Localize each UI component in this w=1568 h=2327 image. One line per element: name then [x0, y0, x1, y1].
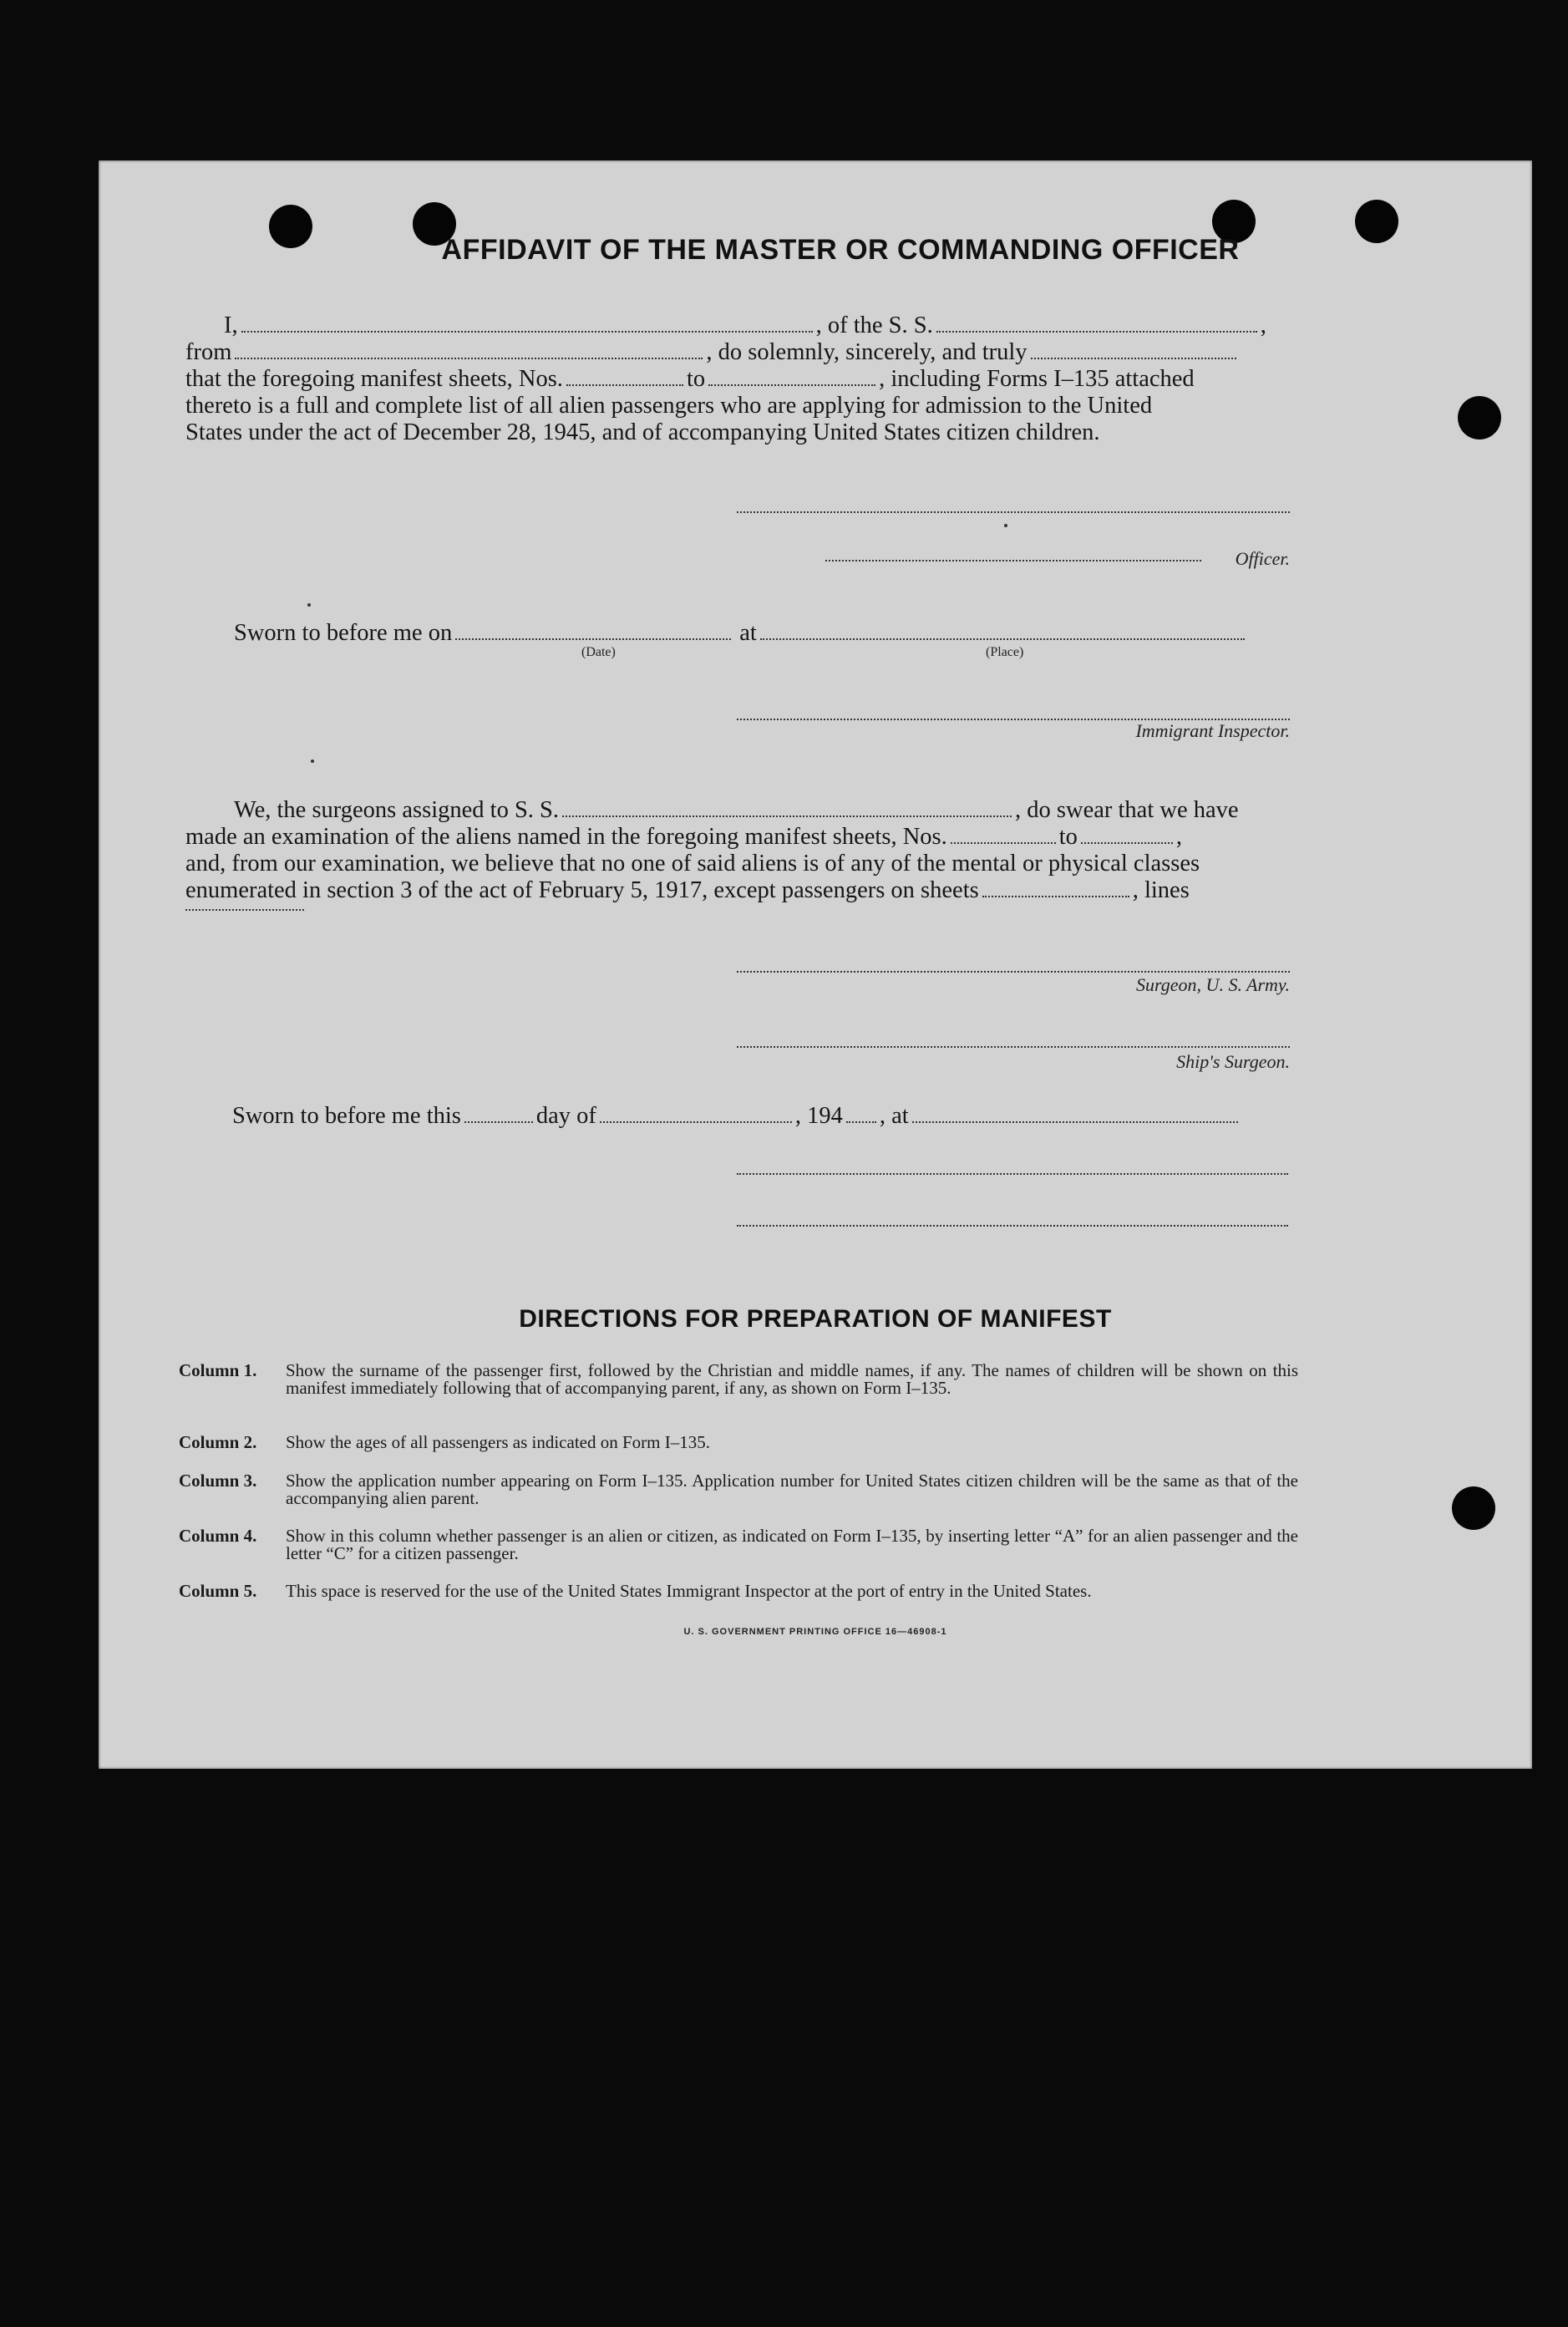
surgeon-line-2: made an examination of the aliens named in the foregoing manifest sheets, Nos. to , — [185, 824, 1183, 850]
direction-item — [179, 1471, 1298, 1511]
affidavit-line-2: from , do solemnly, sincerely, and truly — [185, 339, 1240, 366]
officer-signature-line — [825, 560, 1201, 561]
direction-text: Show the surname of the passenger first, followed by the Christian and middle names, if any. The names of children will be shown on this manifest immediately following that of accompanying parent, if any, as shown on Form I–135. — [286, 1360, 1298, 1398]
direction-text: Show in this column whether passenger is an alien or citizen, as indicated on Form I–135, by inserting letter “A” for an alien passenger and the letter “C” for a citizen passenger. — [286, 1526, 1298, 1563]
surgeon-line-4: enumerated in section 3 of the act of February 5, 1917, except passengers on sheets , lines — [185, 877, 1190, 903]
witness-line-2 — [737, 1225, 1288, 1227]
direction-item — [179, 1526, 1298, 1566]
direction-label: Column 1. — [179, 1360, 257, 1380]
date-caption: (Date) — [581, 645, 616, 659]
direction-label: Column 3. — [179, 1471, 257, 1491]
witness-line-1 — [737, 1173, 1288, 1175]
affidavit-line-3: that the foregoing manifest sheets, Nos. to , including Forms I–135 attached — [185, 366, 1195, 392]
direction-text: This space is reserved for the use of the United States Immigrant Inspector at the port of entry in the United States. — [286, 1581, 1092, 1601]
speck — [1004, 524, 1007, 527]
affidavit-line-5: States under the act of December 28, 1945, and of accompanying United States citizen children. — [185, 419, 1100, 445]
surgeon-line-1: We, the surgeons assigned to S. S. , do swear that we have — [234, 797, 1239, 823]
directions-title: DIRECTIONS FOR PREPARATION OF MANIFEST — [519, 1305, 1112, 1333]
direction-text: Show the application number appearing on Form I–135. Application number for United States citizen children will be the same as that of the accompanying alien parent. — [286, 1471, 1298, 1508]
speck — [311, 760, 314, 763]
direction-label: Column 2. — [179, 1432, 257, 1452]
inspector-label: Immigrant Inspector. — [1135, 720, 1290, 741]
speck — [307, 603, 311, 607]
direction-item — [179, 1360, 1298, 1420]
signature-line — [737, 511, 1290, 513]
lines-blank — [185, 909, 304, 911]
sworn-this-day-line: Sworn to before me this day of , 194 , at — [232, 1103, 1241, 1130]
direction-label: Column 5. — [179, 1581, 257, 1601]
affidavit-line-4: thereto is a full and complete list of all alien passengers who are applying for admission to the United — [185, 393, 1153, 419]
printing-office-footer: U. S. GOVERNMENT PRINTING OFFICE 16—46908-1 — [683, 1627, 947, 1637]
place-caption: (Place) — [986, 645, 1024, 659]
direction-item — [179, 1434, 1290, 1454]
ship-surgeon-signature-line — [737, 1046, 1290, 1048]
surgeon-line-3: and, from our examination, we believe that no one of said aliens is of any of the mental or physical classes — [185, 851, 1200, 876]
army-surgeon-label: Surgeon, U. S. Army. — [1136, 974, 1290, 995]
punch-hole — [1452, 1486, 1495, 1530]
sworn-before-line: Sworn to before me on at — [234, 620, 1248, 647]
ship-surgeon-label: Ship's Surgeon. — [1176, 1051, 1290, 1072]
affidavit-line-1: I, , of the S. S. , — [224, 312, 1266, 338]
punch-hole — [1458, 396, 1501, 439]
officer-label: Officer. — [1235, 548, 1290, 569]
army-surgeon-signature-line — [737, 971, 1290, 973]
manifest-sheet — [99, 160, 1532, 1769]
affidavit-title: AFFIDAVIT OF THE MASTER OR COMMANDING OFFICER — [441, 234, 1240, 266]
direction-text: Show the ages of all passengers as indicated on Form I–135. — [286, 1432, 710, 1452]
direction-item — [179, 1583, 1290, 1621]
direction-label: Column 4. — [179, 1526, 257, 1546]
